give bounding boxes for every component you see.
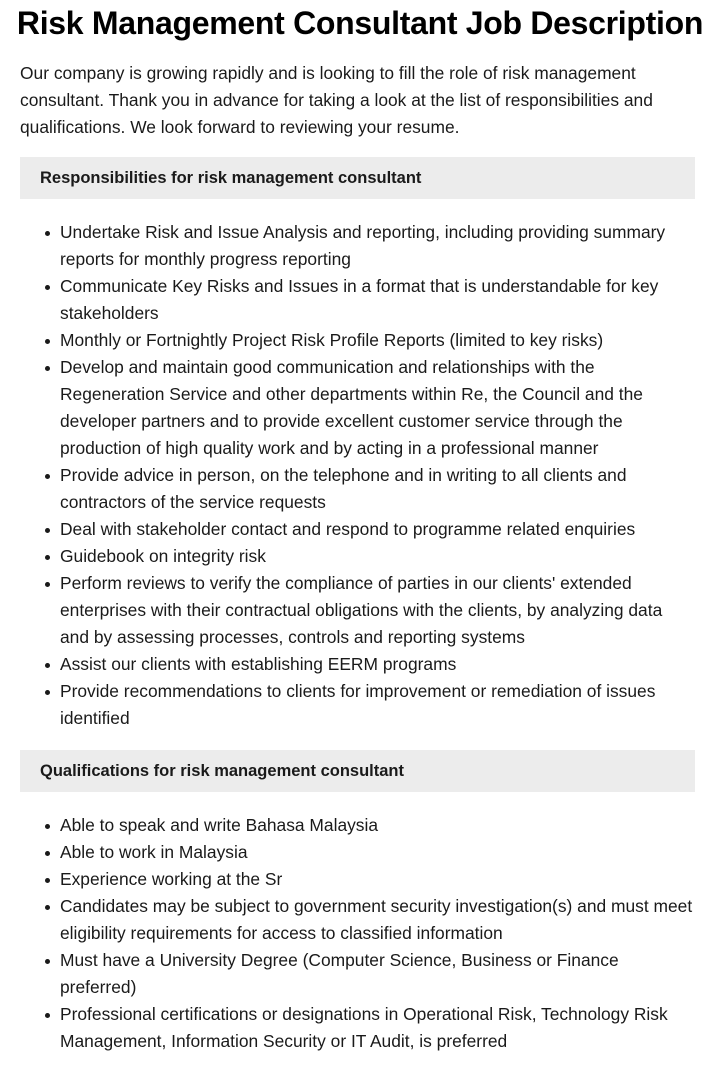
list-item: Undertake Risk and Issue Analysis and reporting, including providing summary reports for monthly progress reporting: [60, 219, 695, 273]
list-item: Develop and maintain good communication and relationships with the Regeneration Service and other departments within Re, the Council and the developer partners and to provide excellent customer service through the production of high quality work and by acting in a professional manner: [60, 354, 695, 462]
list-item: Must have a University Degree (Computer Science, Business or Finance preferred): [60, 947, 695, 1001]
list-item: Provide advice in person, on the telephone and in writing to all clients and contractors of the service requests: [60, 462, 695, 516]
responsibilities-list: [20, 219, 695, 732]
list-item: Professional certifications or designations in Operational Risk, Technology Risk Management, Information Security or IT Audit, is preferred: [60, 1001, 695, 1055]
responsibilities-heading: Responsibilities for risk management consultant: [20, 157, 695, 199]
list-item: Candidates may be subject to government security investigation(s) and must meet eligibility requirements for access to classified information: [60, 893, 695, 947]
list-item: Experience working at the Sr: [60, 866, 695, 893]
list-item: Assist our clients with establishing EERM programs: [60, 651, 695, 678]
list-item: Guidebook on integrity risk: [60, 543, 695, 570]
list-item: Deal with stakeholder contact and respond to programme related enquiries: [60, 516, 695, 543]
list-item: Communicate Key Risks and Issues in a format that is understandable for key stakeholders: [60, 273, 695, 327]
list-item: Able to speak and write Bahasa Malaysia: [60, 812, 695, 839]
list-item: Provide recommendations to clients for improvement or remediation of issues identified: [60, 678, 695, 732]
list-item: Monthly or Fortnightly Project Risk Profile Reports (limited to key risks): [60, 327, 695, 354]
list-item: Perform reviews to verify the compliance of parties in our clients' extended enterprises with their contractual obligations with the clients, by analyzing data and by assessing processes, controls and reporting systems: [60, 570, 695, 651]
intro-paragraph: Our company is growing rapidly and is looking to fill the role of risk management consultant. Thank you in advance for taking a look at the list of responsibilities and qualifications. We look forward to reviewing your resume.: [20, 63, 653, 137]
qualifications-list: [20, 812, 695, 1055]
list-item: Able to work in Malaysia: [60, 839, 695, 866]
qualifications-heading: Qualifications for risk management consultant: [20, 750, 695, 792]
page-title: Risk Management Consultant Job Description: [16, 5, 704, 41]
